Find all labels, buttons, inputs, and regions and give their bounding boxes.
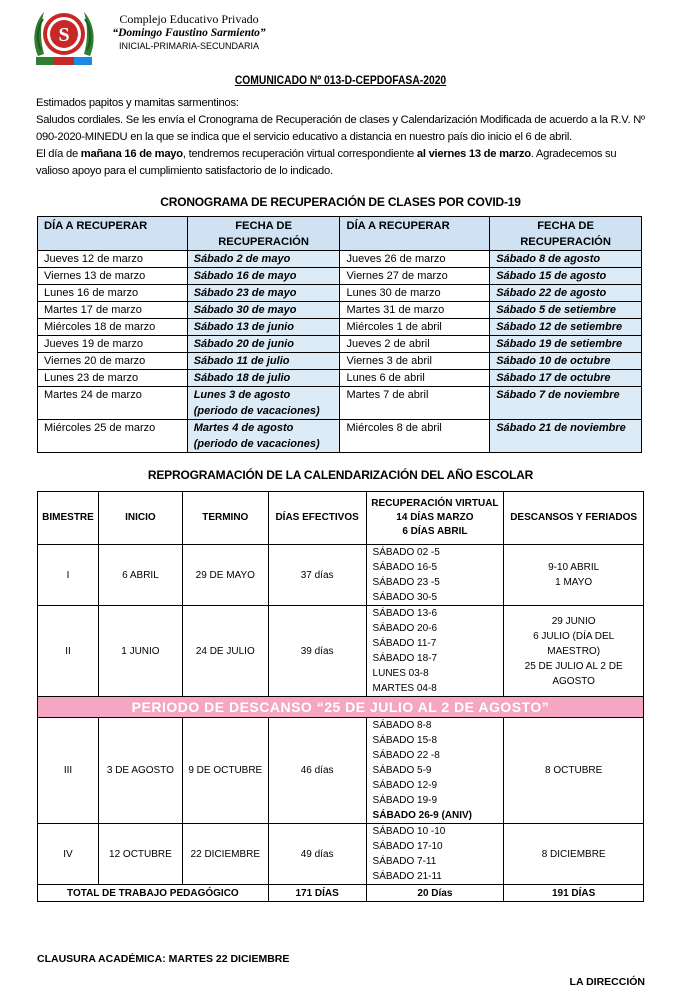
missed-day-cell: Jueves 2 de abril [340,336,490,353]
reschedule-title: REPROGRAMACIÓN DE LA CALENDARIZACIÓN DEL AÑO ESCOLAR [147,468,534,482]
missed-day-cell: Jueves 12 de marzo [38,251,188,268]
virtual-recovery-cell [366,718,504,824]
bimestre-row [38,606,644,697]
recovery-saturday: SÁBADO 12-9 [372,780,438,791]
recovery-row [38,353,642,370]
start-date-cell: 1 JUNIO [98,606,182,697]
missed-day-cell: Martes 31 de marzo [340,302,490,319]
recovery-saturday: SÁBADO 13-6 [372,608,438,619]
missed-day-cell: Lunes 23 de marzo [38,370,188,387]
missed-day-cell: Jueves 19 de marzo [38,336,188,353]
end-date-cell: 9 DE OCTUBRE [182,718,268,824]
recovery-date-cell: Sábado 2 de mayo [187,251,340,268]
missed-day-cell: Jueves 26 de marzo [340,251,490,268]
recovery-table [37,216,642,453]
recovery-saturday: SÁBADO 16-5 [372,562,438,573]
vacation-break-banner: PERIODO DE DESCANSO “25 DE JULIO AL 2 DE AGOSTO” [38,697,644,718]
holiday-item: 8 DICIEMBRE [541,848,606,860]
recovery-date-cell: Sábado 12 de setiembre [490,319,642,336]
letter-paragraph-2 [36,146,648,180]
greeting: Estimados papitos y mamitas sarmentinos: [36,97,239,109]
recovery-saturday: SÁBADO 8-8 [372,720,432,731]
recovery-date-cell: Sábado 10 de octubre [490,353,642,370]
effective-days-cell: 49 días [268,824,366,885]
institution-levels: INICIAL-PRIMARIA-SECUNDARIA [118,41,260,51]
recovery-row [38,420,642,453]
vacation-break-row [38,697,644,718]
signature: LA DIRECCIÓN [569,976,645,988]
missed-day-cell: Lunes 16 de marzo [38,285,188,302]
end-date-cell: 29 DE MAYO [182,545,268,606]
bimestre-row [38,545,644,606]
missed-day-cell: Viernes 27 de marzo [340,268,490,285]
recovery-saturday: MARTES 04-8 [372,683,437,694]
calendar-table [37,491,644,902]
holiday-item: 1 MAYO [555,577,593,588]
recovery-row [38,285,642,302]
institution-name [104,12,274,52]
recovery-date-cell: Sábado 7 de noviembre [490,387,642,420]
recovery-row [38,387,642,420]
holidays-cell [504,718,644,824]
holiday-item: 6 JULIO (DÍA DEL MAESTRO) [533,630,615,657]
recovery-date-cell: Sábado 23 de mayo [187,285,340,302]
para2-text-e: . Agradecemos su valioso apoyo para el cumplimiento satisfactorio de lo indicado. [36,148,617,178]
col-header: FECHA DE RECUPERACIÓN [490,217,642,251]
effective-days-cell: 39 días [268,606,366,697]
col-header-inicio: INICIO [98,492,182,545]
recovery-saturday: LUNES 03-8 [372,668,429,679]
holiday-item: 9-10 ABRIL [548,562,600,573]
recovery-saturday: SÁBADO 26-9 (ANIV) [372,810,473,821]
holiday-item: AGOSTO [552,675,595,687]
total-label-cell: TOTAL DE TRABAJO PEDAGÓGICO [38,885,269,902]
total-days-cell: 171 DÍAS [268,885,366,902]
start-date-cell: 12 OCTUBRE [98,824,182,885]
missed-day-cell: Viernes 3 de abril [340,353,490,370]
para2-text-c: , tendremos recuperación virtual correspondiente [182,148,417,161]
end-date-cell: 24 DE JULIO [182,606,268,697]
recovery-date-cell: Lunes 3 de agosto (periodo de vacaciones) [187,387,340,420]
recovery-schedule-title: CRONOGRAMA DE RECUPERACIÓN DE CLASES POR COVID-19 [160,195,521,209]
recovery-date-cell: Sábado 21 de noviembre [490,420,642,453]
closing-ceremony: CLAUSURA ACADÉMICA: MARTES 22 DICIEMBRE [37,953,290,965]
missed-day-cell: Martes 7 de abril [340,387,490,420]
bimestre-cell: IV [38,824,99,885]
virtual-recovery-cell [366,824,504,885]
logo-letter: S [58,24,70,46]
recovery-saturday: SÁBADO 21-11 [372,871,442,882]
virtual-recovery-cell [366,606,504,697]
missed-day-cell: Martes 24 de marzo [38,387,188,420]
holidays-cell [504,606,644,697]
recovery-row [38,336,642,353]
start-date-cell: 3 DE AGOSTO [98,718,182,824]
letter-body [36,95,648,180]
recovery-saturday: SÁBADO 30-5 [372,592,438,603]
recovery-date-cell: Martes 4 de agosto (periodo de vacaciones) [187,420,340,453]
missed-day-cell: Lunes 30 de marzo [340,285,490,302]
communique-title: COMUNICADO Nº 013-D-CEPDOFASA-2020 [234,73,447,87]
holiday-item: 29 JUNIO [551,615,596,627]
recovery-header-row [38,217,642,251]
recovery-saturday: SÁBADO 20-6 [372,623,438,634]
recovery-saturday: SÁBADO 10 -10 [372,826,446,837]
end-date-cell: 22 DICIEMBRE [182,824,268,885]
missed-day-cell: Viernes 20 de marzo [38,353,188,370]
col-header-termino: TERMINO [182,492,268,545]
para2-text-a: El día de [36,148,81,161]
calendar-header-row [38,492,644,545]
missed-day-cell: Miércoles 18 de marzo [38,319,188,336]
effective-days-cell: 46 días [268,718,366,824]
virtual-recovery-cell [366,545,504,606]
para2-highlight-date: mañana 16 de mayo [80,148,183,161]
bimestre-row [38,718,644,824]
recovery-saturday: SÁBADO 11-7 [372,638,437,649]
letterhead [0,0,681,70]
school-crest-logo [30,4,98,70]
start-date-cell: 6 ABRIL [98,545,182,606]
recovery-row [38,302,642,319]
col-header: DÍA A RECUPERAR [340,217,490,251]
col-header-bimestre: BIMESTRE [38,492,99,545]
holiday-item: 8 OCTUBRE [545,765,603,776]
recovery-saturday: SÁBADO 19-9 [372,795,438,806]
bimestre-cell: I [38,545,99,606]
missed-day-cell: Lunes 6 de abril [340,370,490,387]
col-header: FECHA DE RECUPERACIÓN [187,217,340,251]
recovery-date-cell: Sábado 13 de junio [187,319,340,336]
col-header: DÍA A RECUPERAR [38,217,188,251]
total-rest-cell: 191 DÍAS [504,885,644,902]
recovery-date-cell: Sábado 11 de julio [187,353,340,370]
recovery-date-cell: Sábado 16 de mayo [187,268,340,285]
recovery-date-cell: Sábado 20 de junio [187,336,340,353]
holidays-cell [504,545,644,606]
missed-day-cell: Miércoles 1 de abril [340,319,490,336]
recuperacion-header-line: 14 DÍAS MARZO [396,512,474,523]
recovery-date-cell: Sábado 30 de mayo [187,302,340,319]
recovery-row [38,268,642,285]
recovery-saturday: SÁBADO 5-9 [372,765,432,776]
missed-day-cell: Miércoles 25 de marzo [38,420,188,453]
recuperacion-header-line: RECUPERACIÓN VIRTUAL [371,498,499,509]
bimestre-row [38,824,644,885]
effective-days-cell: 37 días [268,545,366,606]
recovery-date-cell: Sábado 19 de setiembre [490,336,642,353]
total-recovery-cell: 20 Días [366,885,504,902]
para2-highlight-recovered-day: al viernes 13 de marzo [416,148,531,161]
recovery-date-cell: Sábado 8 de agosto [490,251,642,268]
recovery-date-cell: Sábado 15 de agosto [490,268,642,285]
recovery-date-cell: Sábado 17 de octubre [490,370,642,387]
recovery-row [38,319,642,336]
recovery-saturday: SÁBADO 7-11 [372,856,437,867]
letter-paragraph-1: Saludos cordiales. Se les envía el Cronograma de Recuperación de clases y Calendarización Modificada de acuerdo a la R.V. Nº 090-2020-MINEDU en la que se indica que el servicio educativo a distancia en nuestro país dio inicio el 6 de abril. [36,114,645,144]
recovery-row [38,370,642,387]
holidays-cell [504,824,644,885]
holiday-item: 25 DE JULIO AL 2 DE [524,660,623,672]
recovery-saturday: SÁBADO 17-10 [372,841,443,852]
institution-line-1: Complejo Educativo Privado [119,12,259,26]
bimestre-cell: III [38,718,99,824]
col-header-recuperacion [366,492,504,545]
bimestre-cell: II [38,606,99,697]
col-header-dias: DÍAS EFECTIVOS [268,492,366,545]
recovery-date-cell: Sábado 18 de julio [187,370,340,387]
recovery-saturday: SÁBADO 23 -5 [372,577,440,588]
recovery-date-cell: Sábado 5 de setiembre [490,302,642,319]
recovery-saturday: SÁBADO 22 -8 [372,750,440,761]
recovery-saturday: SÁBADO 15-8 [372,735,438,746]
col-header-descansos: DESCANSOS Y FERIADOS [504,492,644,545]
missed-day-cell: Viernes 13 de marzo [38,268,188,285]
recovery-row [38,251,642,268]
total-row [38,885,644,902]
missed-day-cell: Martes 17 de marzo [38,302,188,319]
recovery-saturday: SÁBADO 18-7 [372,653,438,664]
institution-line-2: “Domingo Faustino Sarmiento” [112,27,266,39]
recuperacion-header-line: 6 DÍAS ABRIL [402,526,468,537]
missed-day-cell: Miércoles 8 de abril [340,420,490,453]
recovery-date-cell: Sábado 22 de agosto [490,285,642,302]
recovery-saturday: SÁBADO 02 -5 [372,547,440,558]
